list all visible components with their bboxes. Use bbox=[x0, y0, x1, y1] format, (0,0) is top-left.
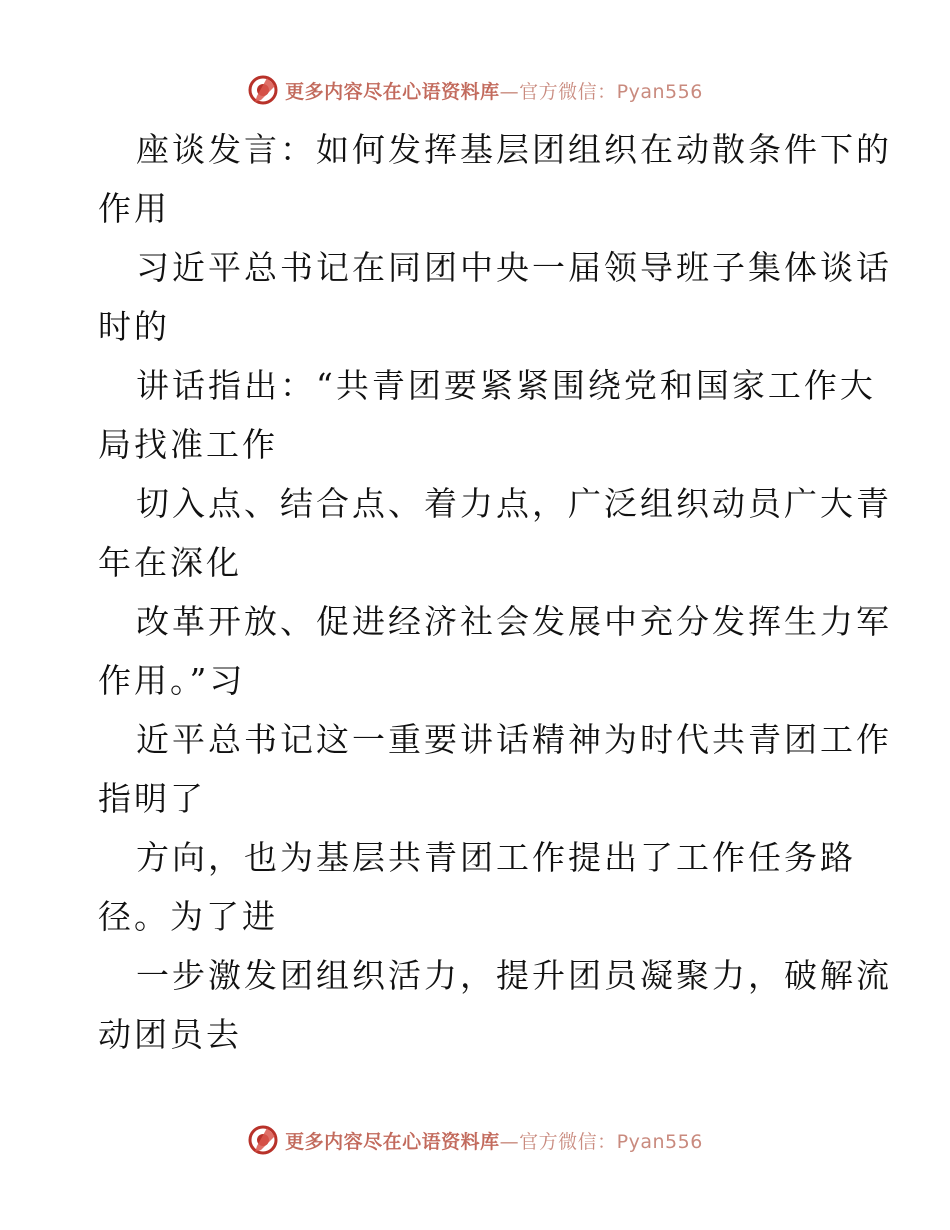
body-text-line: 作用 bbox=[98, 189, 170, 228]
header-watermark-banner bbox=[0, 70, 950, 110]
body-text-line: 切入点、结合点、着力点，广泛组织动员广大青 bbox=[136, 484, 892, 523]
banner-site-text: 更多内容尽在心语资料库 bbox=[285, 80, 500, 103]
banner-dash: — bbox=[499, 80, 520, 103]
body-text-line: 一步激发团组织活力，提升团员凝聚力，破解流 bbox=[136, 956, 892, 995]
footer-watermark-banner bbox=[0, 1120, 950, 1160]
body-text-line: 讲话指出：“共青团要紧紧围绕党和国家工作大 bbox=[136, 366, 876, 405]
pen-logo-icon bbox=[247, 74, 279, 106]
banner-wechat-text: 官方微信：Pyan556 bbox=[519, 1130, 703, 1153]
body-text-line: 年在深化 bbox=[98, 543, 242, 582]
body-text-line: 局找准工作 bbox=[98, 425, 278, 464]
body-text-line: 方向，也为基层共青团工作提出了工作任务路 bbox=[136, 838, 856, 877]
body-text-line: 座谈发言：如何发挥基层团组织在动散条件下的 bbox=[136, 130, 892, 169]
pen-logo-icon bbox=[247, 1124, 279, 1156]
body-text-line: 近平总书记这一重要讲话精神为时代共青团工作 bbox=[136, 720, 892, 759]
banner-wechat-text: 官方微信：Pyan556 bbox=[519, 80, 703, 103]
banner-label bbox=[285, 77, 703, 104]
body-text-line: 作用。”习 bbox=[98, 661, 246, 700]
banner-label bbox=[285, 1127, 703, 1154]
body-text-line: 动团员去 bbox=[98, 1015, 242, 1054]
body-text-line: 径。为了进 bbox=[98, 897, 278, 936]
body-text-line: 改革开放、促进经济社会发展中充分发挥生力军 bbox=[136, 602, 892, 641]
banner-dash: — bbox=[499, 1130, 520, 1153]
document-body bbox=[98, 120, 892, 1064]
body-text-line: 时的 bbox=[98, 307, 170, 346]
body-text-line: 指明了 bbox=[98, 779, 206, 818]
body-text-line: 习近平总书记在同团中央一届领导班子集体谈话 bbox=[136, 248, 892, 287]
banner-site-text: 更多内容尽在心语资料库 bbox=[285, 1130, 500, 1153]
